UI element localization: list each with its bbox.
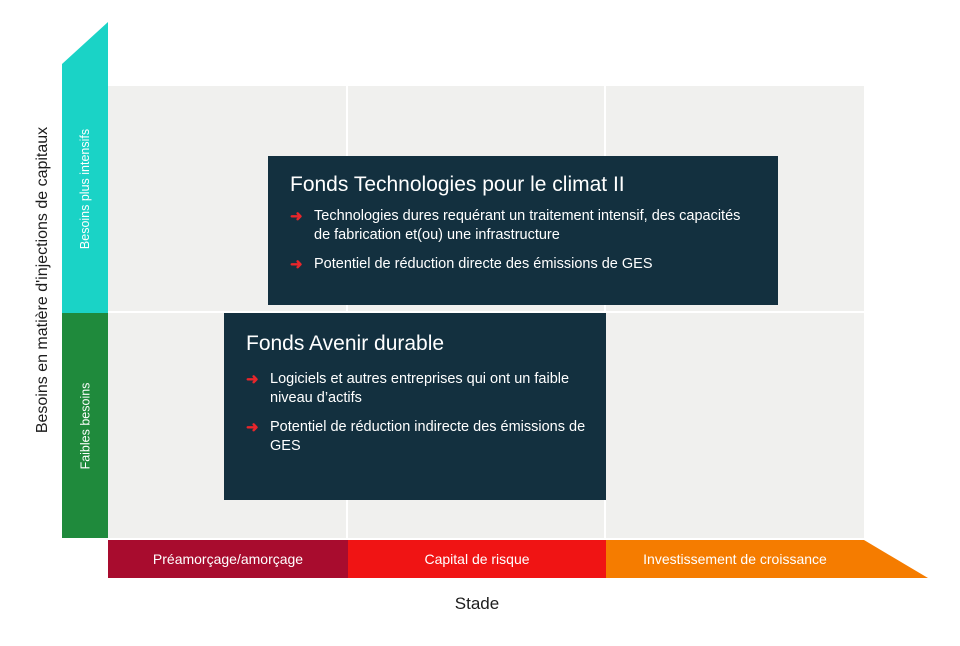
card-climate-tech-fund <box>268 156 778 305</box>
list-item-text: Logiciels et autres entreprises qui ont un faible niveau d’actifs <box>270 371 570 407</box>
list-item <box>290 207 758 246</box>
y-axis-band-low-label: Faibles besoins <box>78 382 93 469</box>
x-axis-band-venture: Capital de risque <box>348 540 606 578</box>
y-axis-title: Besoins en matière d'injections de capitaux <box>34 126 51 434</box>
list-item-text: Potentiel de réduction directe des émissions de GES <box>314 255 653 272</box>
grid-cell-row2-col3 <box>606 313 864 538</box>
y-axis-band-high-label: Besoins plus intensifs <box>78 128 93 249</box>
arrow-right-icon: ➜ <box>290 208 303 226</box>
arrow-right-icon: ➜ <box>246 371 259 389</box>
list-item <box>290 255 758 274</box>
list-item <box>246 370 588 409</box>
card-climate-tech-fund-title: Fonds Technologies pour le climat II <box>290 173 625 196</box>
list-item-text: Technologies dures requérant un traitement intensif, des capacités de fabrication et(ou) une infrastructure <box>314 208 741 244</box>
x-axis-title: Stade <box>454 594 500 613</box>
list-item <box>246 418 588 457</box>
arrow-right-icon: ➜ <box>246 418 259 436</box>
card-sustainable-future-fund-bullets <box>246 370 588 456</box>
x-axis-band-growth: Investissement de croissance <box>606 540 864 578</box>
list-item-text: Potentiel de réduction indirecte des émissions de GES <box>270 418 586 455</box>
y-axis-band-low-label-wrap <box>62 313 108 538</box>
x-axis-band-preseed: Préamorçage/amorçage <box>108 540 348 578</box>
card-climate-tech-fund-bullets <box>290 207 758 274</box>
card-sustainable-future-fund-title: Fonds Avenir durable <box>246 332 445 355</box>
x-axis-arrow-icon <box>864 540 928 578</box>
card-sustainable-future-fund <box>224 313 606 500</box>
arrow-right-icon: ➜ <box>290 255 303 273</box>
y-axis-band-high-label-wrap <box>62 64 108 313</box>
y-axis-arrow-icon <box>62 22 108 64</box>
